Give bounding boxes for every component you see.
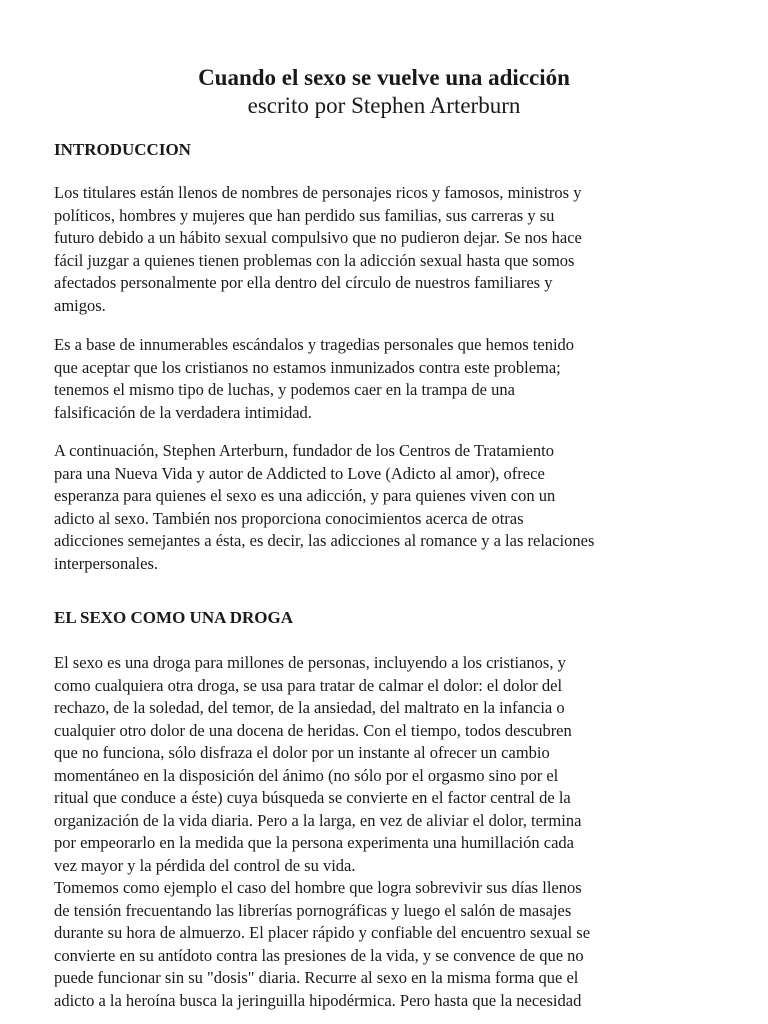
intro-paragraph-2 <box>54 334 744 424</box>
text-line: políticos, hombres y mujeres que han perdido sus familias, sus carreras y su <box>54 205 555 225</box>
section-heading-introduccion: INTRODUCCION <box>54 140 191 159</box>
text-line: interpersonales. <box>54 553 159 573</box>
text-line: A continuación, Stephen Arterburn, fundador de los Centros de Tratamiento <box>54 441 554 460</box>
text-line: que aceptar que los cristianos no estamos inmunizados contra este problema; <box>54 357 561 377</box>
text-line: afectados personalmente por ella dentro del círculo de nuestros familiares y <box>54 273 553 292</box>
text-line: organización de la vida diaria. Pero a la larga, en vez de aliviar el dolor, termina <box>54 810 582 830</box>
text-line: tenemos el mismo tipo de luchas, y podemos caer en la trampa de una <box>54 380 515 399</box>
document-title: Cuando el sexo se vuelve una adicción <box>198 65 570 90</box>
intro-paragraph-1 <box>54 182 744 317</box>
text-line: cualquier otro dolor de una docena de heridas. Con el tiempo, todos descubren <box>54 720 572 740</box>
text-line: amigos. <box>54 295 106 315</box>
text-line: adicciones semejantes a ésta, es decir, las adicciones al romance y a las relaciones <box>54 531 595 550</box>
text-line: rechazo, de la soledad, del temor, de la ansiedad, del maltrato en la infancia o <box>54 698 565 717</box>
text-line: Es a base de innumerables escándalos y tragedias personales que hemos tenido <box>54 335 575 354</box>
text-line: Tomemos como ejemplo el caso del hombre que logra sobrevivir sus días llenos <box>54 878 582 897</box>
intro-paragraph-3 <box>54 440 744 575</box>
text-line: convierte en su antídoto contra las presiones de la vida, y se convence de que no <box>54 945 584 965</box>
text-line: puede funcionar sin su "dosis" diaria. Recurre al sexo en la misma forma que el <box>54 968 579 987</box>
section-heading-el-sexo-como-una-droga: EL SEXO COMO UNA DROGA <box>54 608 293 627</box>
text-line: durante su hora de almuerzo. El placer rápido y confiable del encuentro sexual se <box>54 923 591 942</box>
text-line: futuro debido a un hábito sexual compulsivo que no pudieron dejar. Se nos hace <box>54 228 582 247</box>
text-line: fácil juzgar a quienes tienen problemas con la adicción sexual hasta que somos <box>54 250 575 270</box>
text-line: momentáneo en la disposición del ánimo (no sólo por el orgasmo sino por el <box>54 765 559 785</box>
droga-paragraph-1 <box>54 652 744 1012</box>
text-line: para una Nueva Vida y autor de Addicted to Love (Adicto al amor), ofrece <box>54 463 545 483</box>
text-line: esperanza para quienes el sexo es una adicción, y para quienes viven con un <box>54 486 556 505</box>
text-line: El sexo es una droga para millones de personas, incluyendo a los cristianos, y <box>54 653 566 672</box>
text-line: Los titulares están llenos de nombres de personajes ricos y famosos, ministros y <box>54 183 582 202</box>
text-line: falsificación de la verdadera intimidad. <box>54 402 312 422</box>
text-line: vez mayor y la pérdida del control de su vida. <box>54 855 356 875</box>
text-line: ritual que conduce a éste) cuya búsqueda se convierte en el factor central de la <box>54 788 571 807</box>
text-line: como cualquiera otra droga, se usa para tratar de calmar el dolor: el dolor del <box>54 675 563 695</box>
text-line: de tensión frecuentando las librerías pornográficas y luego el salón de masajes <box>54 900 572 920</box>
document-title-block <box>0 64 768 120</box>
text-line: por empeorarlo en la medida que la persona experimenta una humillación cada <box>54 833 574 852</box>
document-subtitle: escrito por Stephen Arterburn <box>247 93 521 118</box>
text-line: que no funciona, sólo disfraza el dolor por un instante al ofrecer un cambio <box>54 743 550 762</box>
text-line: adicto a la heroína busca la jeringuilla hipodérmica. Pero hasta que la necesidad <box>54 990 582 1010</box>
text-line: adicto al sexo. También nos proporciona conocimientos acerca de otras <box>54 508 524 528</box>
